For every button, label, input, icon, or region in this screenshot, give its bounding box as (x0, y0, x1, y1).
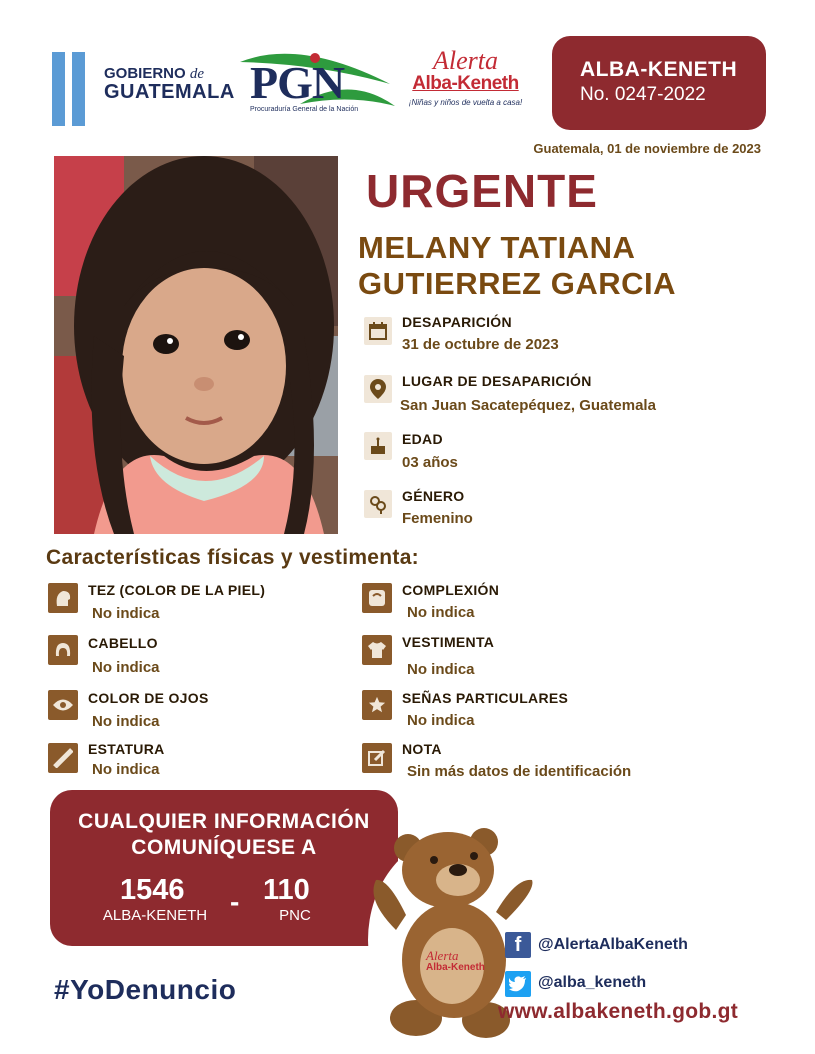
pnc-phone[interactable]: 110 (263, 874, 310, 906)
characteristics-title: Características físicas y vestimenta: (46, 546, 419, 569)
contact-heading-line1: CUALQUIER INFORMACIÓN (78, 810, 370, 833)
senas-value: No indica (407, 712, 475, 729)
calendar-icon (364, 317, 392, 345)
birthday-cake-icon (364, 432, 392, 460)
shirt-icon (362, 635, 392, 665)
eye-icon (48, 690, 78, 720)
hair-icon (48, 635, 78, 665)
tez-label: TEZ (COLOR DE LA PIEL) (88, 582, 266, 598)
gobierno-logo-text: GOBIERNO de GUATEMALA (104, 65, 235, 103)
pnc-label: PNC (279, 907, 311, 924)
complexion-label: COMPLEXIÓN (402, 582, 500, 598)
desaparicion-value: 31 de octubre de 2023 (402, 336, 559, 353)
lugar-label: LUGAR DE DESAPARICIÓN (402, 373, 592, 389)
genero-value: Femenino (402, 510, 473, 527)
contact-heading-line2: COMUNÍQUESE A (131, 836, 317, 859)
urgent-heading: URGENTE (366, 165, 598, 217)
estatura-label: ESTATURA (88, 741, 165, 757)
tez-value: No indica (92, 605, 160, 622)
edad-value: 03 años (402, 454, 458, 471)
lugar-value: San Juan Sacatepéquez, Guatemala (400, 397, 656, 414)
cabello-value: No indica (92, 659, 160, 676)
website-link[interactable]: www.albakeneth.gob.gt (498, 1000, 739, 1023)
gobierno-logo-mark (52, 52, 92, 126)
bear-badge-line1: Alerta (426, 948, 459, 963)
pgn-logo: PGN Procuraduría General de la Nación (240, 44, 400, 124)
alba-keneth-label: ALBA-KENETH (102, 907, 208, 924)
facebook-icon[interactable]: f (505, 932, 531, 958)
hashtag: #YoDenuncio (54, 974, 237, 1005)
vestimenta-value: No indica (407, 661, 475, 678)
contact-box (50, 790, 398, 946)
alerta-alba-keneth-logo: Alerta Alba-Keneth ¡Niñas y niños de vuelta a casa! (408, 46, 523, 107)
gender-icon (364, 490, 392, 518)
phone-separator: - (230, 886, 240, 917)
location-pin-icon (364, 375, 392, 403)
cabello-label: CABELLO (88, 635, 158, 651)
genero-label: GÉNERO (402, 488, 465, 504)
issue-date: Guatemala, 01 de noviembre de 2023 (533, 141, 761, 156)
facebook-handle[interactable]: @AlertaAlbaKeneth (538, 936, 688, 953)
ojos-value: No indica (92, 713, 160, 730)
nota-value: Sin más datos de identificación (407, 763, 632, 780)
nota-label: NOTA (402, 741, 442, 757)
complexion-value: No indica (407, 604, 475, 621)
ruler-icon (48, 743, 78, 773)
alba-keneth-phone[interactable]: 1546 (120, 874, 185, 906)
note-edit-icon (362, 743, 392, 773)
edad-label: EDAD (402, 431, 443, 447)
scale-icon (362, 583, 392, 613)
missing-child-photo (54, 156, 338, 534)
estatura-value: No indica (92, 761, 160, 778)
senas-label: SEÑAS PARTICULARES (402, 690, 569, 706)
child-name-line2: GUTIERREZ GARCIA (358, 265, 676, 301)
child-name (358, 230, 676, 301)
vestimenta-label: VESTIMENTA (402, 634, 495, 650)
ojos-label: COLOR DE OJOS (88, 690, 209, 706)
twitter-handle[interactable]: @alba_keneth (538, 974, 647, 991)
skin-head-icon (48, 583, 78, 613)
desaparicion-label: DESAPARICIÓN (402, 314, 512, 330)
twitter-icon[interactable] (505, 971, 531, 997)
child-name-line1: MELANY TATIANA (358, 230, 636, 265)
case-number-badge: ALBA-KENETH No. 0247-2022 (552, 36, 766, 130)
star-icon (362, 690, 392, 720)
bear-badge-line2: Alba-Keneth (426, 962, 485, 973)
